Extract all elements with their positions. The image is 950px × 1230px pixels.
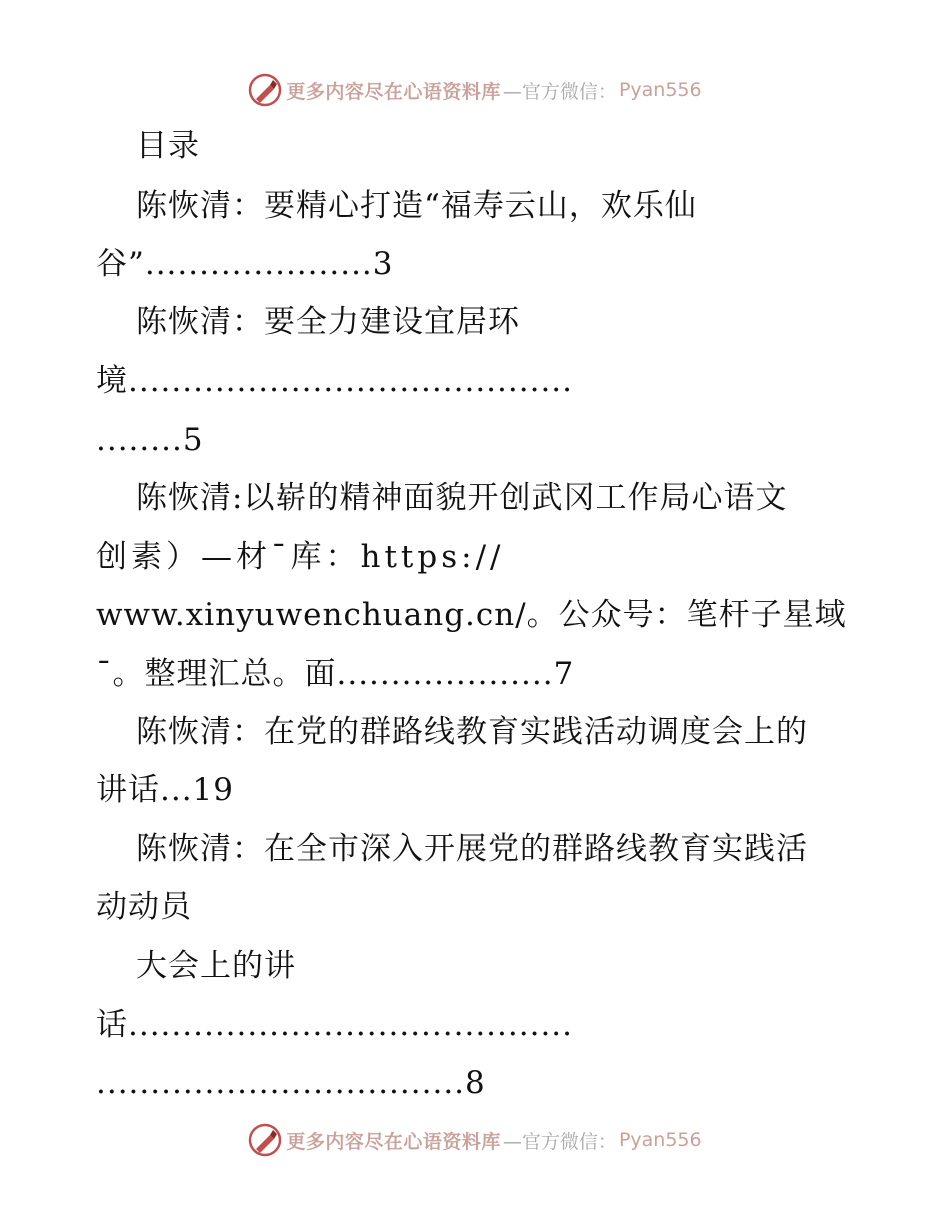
toc-entry: 陈恢清：要全力建设宜居环 <box>136 304 520 340</box>
toc-entry: 境......................................... <box>96 363 574 399</box>
toc-entry: ........5 <box>96 422 204 458</box>
pen-logo-icon <box>248 73 282 107</box>
toc-entry: ¯。整理汇总。面....................7 <box>96 656 575 692</box>
pen-logo-icon <box>248 1123 282 1157</box>
watermark-wechat-id: Pyan556 <box>618 1129 702 1151</box>
watermark-separator: —官方微信： <box>502 80 617 103</box>
toc-entry: www.xinyuwenchuang.cn/。公众号：笔杆子星域 <box>96 597 847 633</box>
toc-entry: ..................................8 <box>96 1065 486 1101</box>
toc-entry: 陈恢清：在党的群路线教育实践活动调度会上的 <box>136 714 808 750</box>
toc-entry: 谷”.....................3 <box>96 246 394 282</box>
toc-title: 目录 <box>136 128 200 164</box>
toc-entry: 大会上的讲 <box>136 948 296 984</box>
watermark-separator: —官方微信： <box>502 1130 617 1153</box>
watermark-wechat-id: Pyan556 <box>618 79 702 101</box>
watermark-text: 更多内容尽在心语资料库 <box>286 80 501 103</box>
toc-entry: 讲话...19 <box>96 772 235 808</box>
toc-entry: 陈恢清：要精心打造“福寿云山，欢乐仙 <box>136 188 697 224</box>
toc-entry: 陈恢清:以崭的精神面貌开创武冈工作局心语文 <box>136 480 788 516</box>
toc-entry: 创素）—材¯库：https:// <box>96 539 505 575</box>
footer-watermark <box>0 1120 950 1160</box>
toc-entry: 动动员 <box>96 889 192 925</box>
header-watermark <box>0 70 950 110</box>
toc-entry: 陈恢清：在全市深入开展党的群路线教育实践活 <box>136 831 808 867</box>
toc-entry: 话......................................... <box>96 1007 574 1043</box>
watermark-text: 更多内容尽在心语资料库 <box>286 1130 501 1153</box>
